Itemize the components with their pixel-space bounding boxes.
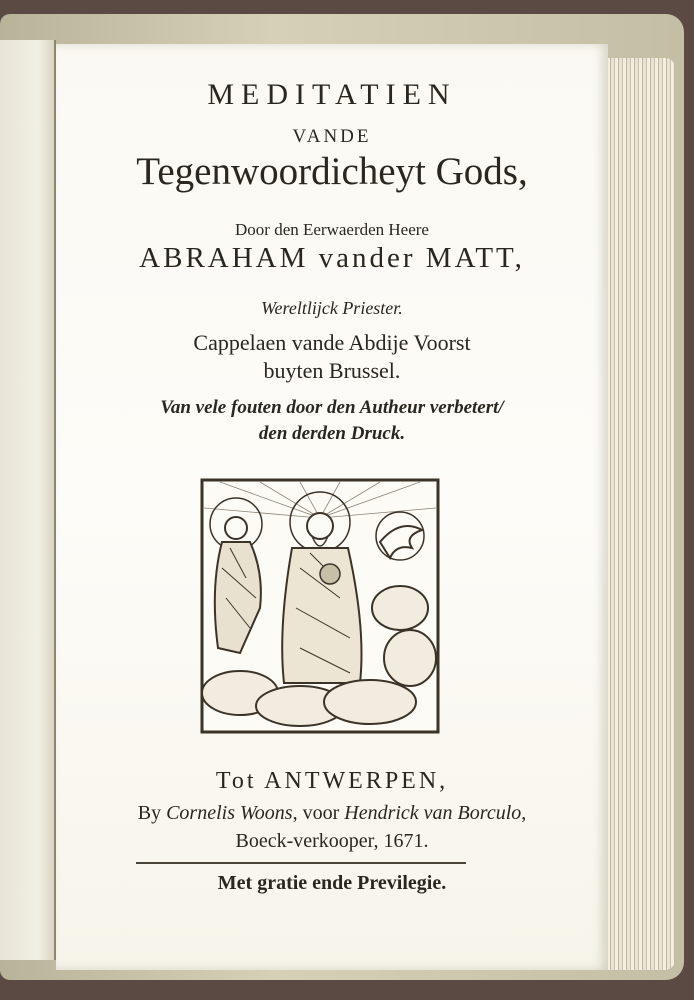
author-prefix: Door den Eerwaerden Heere <box>235 220 429 239</box>
title-page <box>56 44 608 970</box>
bookseller-name: Hendrick van Borculo <box>344 802 522 824</box>
author-position: Cappelaen vande Abdije Voorst <box>193 330 471 355</box>
printer-name: Cornelis Woons <box>166 802 293 824</box>
left-endpaper <box>0 40 56 960</box>
imprint-printers <box>56 802 608 825</box>
imprint-comma: , <box>521 802 527 824</box>
title-main: Tegenwoordicheyt Gods, <box>136 150 528 193</box>
author-location: buyten Brussel. <box>263 358 401 383</box>
divider-rule <box>136 862 466 864</box>
imprint-by: By <box>137 802 167 824</box>
author-role: Wereltlijck Priester. <box>261 298 403 318</box>
page-edges <box>603 58 675 970</box>
imprint-city: Tot ANTWERPEN, <box>215 768 449 794</box>
imprint-voor: , voor <box>292 802 345 824</box>
privilege-note: Met gratie ende Previlegie. <box>217 872 447 894</box>
trinity-woodcut-icon <box>200 478 440 734</box>
edition-note: Van vele fouten door den Autheur verbetert/ <box>160 397 504 418</box>
edition-number: den derden Druck. <box>258 423 406 444</box>
imprint-date: Boeck-verkooper, 1671. <box>235 830 429 852</box>
title-meditatien: MEDITATIEN <box>207 78 457 111</box>
title-vande: VANDE <box>292 126 372 147</box>
author-name: ABRAHAM vander MATT, <box>139 242 525 274</box>
